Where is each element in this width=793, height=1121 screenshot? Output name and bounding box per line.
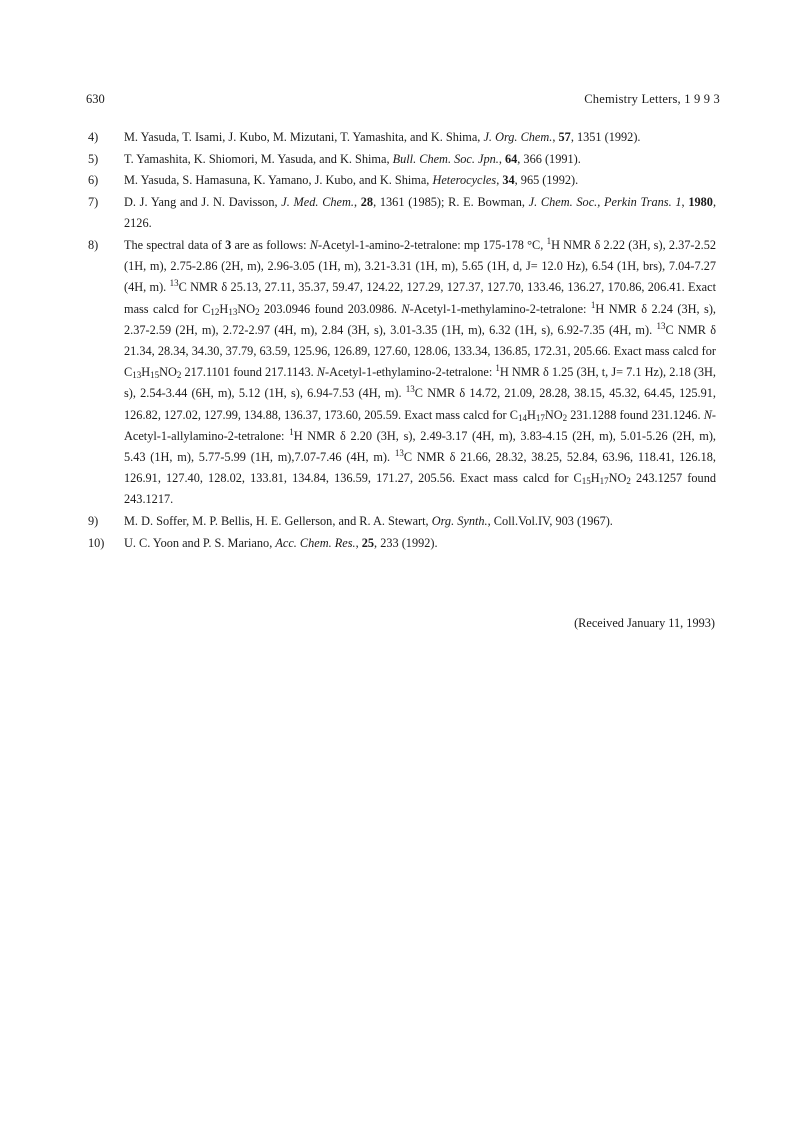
- reference-text-run: H: [141, 365, 151, 380]
- reference-text-run: M. D. Soffer, M. P. Bellis, H. E. Gellerson, and R. A. Stewart,: [124, 514, 432, 529]
- reference-text-run: , 965 (1992).: [514, 173, 579, 188]
- reference-list: [88, 127, 716, 555]
- reference-text-run: 25: [361, 535, 375, 550]
- reference-text: [124, 235, 716, 511]
- reference-text-run: -Acetyl-1-allylamino-2-tetralone:: [124, 407, 716, 443]
- reference-item: [88, 192, 716, 234]
- reference-text-run: 13: [394, 448, 404, 459]
- page-number: 630: [86, 92, 105, 106]
- reference-text-run: M. Yasuda, S. Hamasuna, K. Yamano, J. Kubo, and K. Shima,: [124, 173, 433, 188]
- reference-text: [124, 170, 716, 191]
- reference-number: 9): [88, 514, 99, 529]
- reference-text-run: N: [703, 407, 712, 422]
- reference-text-run: 1980: [688, 195, 713, 210]
- reference-text-run: 14: [517, 412, 527, 423]
- reference-number: 5): [88, 151, 99, 166]
- reference-number: 6): [88, 173, 99, 188]
- reference-text: [124, 533, 716, 554]
- reference-item: [88, 511, 716, 532]
- reference-text-run: H: [219, 301, 229, 316]
- reference-number: 8): [88, 238, 99, 253]
- reference-text-run: H NMR δ 2.20 (3H, s), 2.49-3.17 (4H, m), 3.83-4.15 (2H, m), 5.01-5.26 (2H, m), 5.43 (1H, m), 5.77-5.99 (1H, m),7.07-7.46 (4H, m).: [124, 428, 716, 465]
- reference-text-run: N: [316, 365, 325, 380]
- reference-text-run: 2: [255, 306, 260, 317]
- reference-text-run: C NMR δ 21.34, 28.34, 34.30, 37.79, 63.59, 125.96, 126.89, 127.60, 128.06, 133.34, 136.85, 172.31, 205.66. Exact mass calcd for C: [124, 322, 716, 380]
- reference-text-run: 2: [562, 412, 568, 423]
- reference-text-run: ,: [552, 130, 559, 144]
- reference-text-run: C NMR δ 21.66, 28.32, 38.25, 52.84, 63.96, 118.41, 126.18, 126.91, 127.40, 128.02, 133.81, 134.84, 136.59, 171.27, 205.56. Exact mass calcd for C: [124, 450, 716, 486]
- reference-number: 10): [88, 535, 105, 550]
- reference-text-run: H NMR δ 2.22 (3H, s), 2.37-2.52 (1H, m), 2.75-2.86 (2H, m), 2.96-3.05 (1H, m), 3.21-3.31 (1H, m), 5.65 (1H, d, J= 12.0 Hz), 6.54 (1H, brs), 7.04-7.27 (4H, m).: [124, 238, 717, 295]
- reference-number: 7): [88, 195, 99, 210]
- reference-text-run: , 2126.: [124, 195, 717, 231]
- reference-text-run: , 1361 (1985); R. E. Bowman,: [373, 195, 529, 210]
- reference-text-run: are as follows:: [231, 238, 310, 253]
- reference-text-run: ,: [496, 173, 503, 188]
- reference-text-run: 1: [289, 426, 294, 437]
- reference-number: 4): [88, 130, 99, 144]
- reference-text-run: 28: [360, 195, 374, 210]
- reference-text-run: T. Yamashita, K. Shiomori, M. Yasuda, and K. Shima,: [124, 151, 393, 166]
- reference-item: [88, 533, 716, 554]
- reference-text-run: 64: [504, 151, 518, 166]
- reference-text: [124, 127, 716, 148]
- reference-text-run: 57: [558, 130, 571, 144]
- reference-text-run: Bull. Chem. Soc. Jpn.: [392, 151, 499, 166]
- reference-item: [88, 170, 716, 191]
- reference-text-run: 13: [169, 278, 179, 289]
- reference-text-run: 203.0946 found 203.0986.: [259, 301, 402, 316]
- reference-text-run: 13: [228, 306, 238, 317]
- reference-text-run: 231.1288 found 231.1246.: [567, 407, 704, 422]
- reference-text-run: 243.1257 found 243.1217.: [124, 471, 716, 507]
- reference-text: [124, 511, 716, 532]
- reference-text-run: 15: [581, 476, 591, 487]
- reference-text-run: 34: [502, 173, 515, 188]
- reference-item: [88, 127, 716, 148]
- reference-text-run: NO: [544, 407, 563, 422]
- reference-text-run: NO: [159, 365, 177, 380]
- journal-title: Chemistry Letters, 1 9 9 3: [584, 92, 720, 106]
- reference-text-run: 1: [590, 299, 596, 310]
- reference-text-run: U. C. Yoon and P. S. Mariano,: [124, 535, 276, 550]
- reference-item: [88, 235, 716, 511]
- reference-text-run: N: [401, 301, 410, 316]
- reference-text-run: J. Med. Chem.: [281, 195, 354, 210]
- reference-text-run: 1: [495, 363, 500, 374]
- reference-text-run: 13: [405, 384, 415, 395]
- reference-text-run: ,: [355, 535, 362, 550]
- reference-text-run: 12: [210, 306, 220, 317]
- reference-text-run: , 233 (1992).: [374, 535, 438, 550]
- reference-text-run: 17: [535, 412, 545, 423]
- reference-text-run: Heterocycles: [432, 173, 497, 188]
- reference-text-run: J. Org. Chem.: [483, 130, 553, 144]
- reference-text-run: ,: [498, 151, 505, 166]
- reference-text-run: NO: [237, 301, 256, 316]
- reference-text-run: 217.1101 found 217.1143.: [181, 365, 317, 380]
- reference-text-run: 17: [599, 476, 609, 487]
- reference-text-run: J. Chem. Soc., Perkin Trans. 1: [528, 195, 682, 210]
- reference-text-run: Org. Synth.: [431, 514, 488, 529]
- reference-text-run: D. J. Yang and J. N. Davisson,: [124, 195, 282, 210]
- reference-text-run: 3: [225, 238, 232, 253]
- reference-text-run: 15: [150, 370, 160, 381]
- reference-text-run: -Acetyl-1-ethylamino-2-tetralone:: [325, 365, 496, 380]
- reference-text-run: NO: [608, 471, 627, 486]
- reference-text-run: The spectral data of: [124, 238, 226, 253]
- reference-text-run: H: [590, 471, 600, 486]
- received-date: (Received January 11, 1993): [574, 616, 715, 630]
- reference-text: [124, 192, 716, 234]
- reference-text-run: 13: [132, 370, 142, 381]
- reference-text-run: C NMR δ 14.72, 21.09, 28.28, 38.15, 45.32, 64.45, 125.91, 126.82, 127.02, 127.99, 134.88, 136.37, 173.60, 205.59. Exact mass calcd for C: [124, 386, 716, 422]
- reference-text-run: 2: [176, 370, 182, 381]
- reference-text-run: -Acetyl-1-methylamino-2-tetralone:: [409, 301, 591, 316]
- reference-text-run: , 1351 (1992).: [570, 130, 641, 144]
- reference-text-run: ,: [681, 195, 689, 210]
- reference-text-run: 1: [546, 236, 552, 247]
- reference-text-run: ,: [353, 195, 361, 210]
- reference-text-run: 2: [626, 476, 631, 487]
- reference-text: [124, 149, 716, 170]
- reference-text-run: H: [526, 407, 536, 422]
- page-header: [86, 92, 720, 112]
- reference-text-run: 13: [656, 320, 666, 331]
- reference-text-run: Acc. Chem. Res.: [275, 535, 356, 550]
- reference-text-run: , Coll.Vol.IV, 903 (1967).: [487, 514, 613, 529]
- reference-text-run: -Acetyl-1-amino-2-tetralone: mp 175-178 °C,: [317, 238, 547, 253]
- reference-text-run: H NMR δ 2.24 (3H, s), 2.37-2.59 (2H, m), 2.72-2.97 (4H, m), 2.84 (3H, s), 3.01-3.35 (1H, m), 6.32 (1H, s), 6.92-7.35 (4H, m).: [124, 301, 717, 337]
- reference-text-run: H NMR δ 1.25 (3H, t, J= 7.1 Hz), 2.18 (3H, s), 2.54-3.44 (6H, m), 5.12 (1H, s), 6.94-7.53 (4H, m).: [124, 365, 716, 401]
- reference-text-run: N: [309, 238, 318, 253]
- reference-text-run: , 366 (1991).: [517, 151, 581, 166]
- reference-text-run: M. Yasuda, T. Isami, J. Kubo, M. Mizutani, T. Yamashita, and K. Shima,: [124, 130, 484, 144]
- reference-text-run: C NMR δ 25.13, 27.11, 35.37, 59.47, 124.22, 127.29, 127.37, 127.70, 133.46, 136.27, 170.86, 206.41. Exact mass calcd for C: [124, 280, 716, 316]
- reference-item: [88, 149, 716, 170]
